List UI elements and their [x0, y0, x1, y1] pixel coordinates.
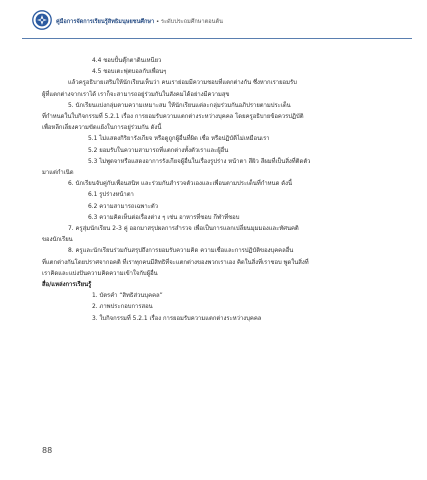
body-line: 6.1 รูปร่างหน้าตา — [88, 192, 134, 199]
body-line: 6. นักเรียนจับคู่กับเพื่อนสนิท และร่วมกันสำรวจตัวเองและเพื่อนตามประเด็นที่กำหนด ดังนี้ — [68, 181, 292, 188]
materials-item: 3. ใบกิจกรรมที่ 5.2.1 เรื่อง การยอมรับความแตกต่างระหว่างบุคคล — [92, 315, 262, 322]
body-line: 8. ครูและนักเรียนร่วมกันสรุปถึงการยอมรับความคิด ความเชื่อและการปฏิบัติของบุคคลอื่น — [68, 248, 294, 255]
body-line: ผู้ที่แตกต่างจากเราได้ เราก็จะสามารถอยู่ร่วมกันในสังคมได้อย่างมีความสุข — [42, 91, 230, 98]
document-body — [42, 56, 394, 325]
header-title-main: คู่มือการจัดการเรียนรู้สิทธิมนุษยชนศึกษา — [56, 19, 155, 25]
body-line: แล้วครูอธิบายเสริมให้นักเรียนเห็นว่า คนเราย่อมมีความชอบที่แตกต่างกัน ซึ่งหากเรายอมรับ — [68, 80, 297, 87]
body-line: 5.1 ไม่แสดงกิริยารังเกียจ หรือดูถูกผู้อื่นที่ผิด เชื่อ หรือปฏิบัติไม่เหมือนเรา — [88, 136, 270, 143]
materials-heading: สื่อ/แหล่งการเรียนรู้ — [42, 282, 92, 289]
body-line: 5.2 ยอมรับในความสามารถที่แตกต่างทั้งตัวเราและผู้อื่น — [88, 147, 229, 154]
body-line: ที่กำหนดในใบกิจกรรมที่ 5.2.1 เรื่อง การยอมรับความแตกต่างระหว่างบุคคล โดยครูอธิบายข้อควรปฏิบัติ — [42, 114, 304, 121]
materials-item: 1. บัตรคำ “สิทธิส่วนบุคคล” — [92, 293, 163, 300]
body-line: 5.3 ไม่พูดจาหรือแสดงอาการรังเกียจผู้อื่นในเรื่องรูปร่าง หน้าตา สีผิว สีผมที่เป็นสิ่งที่ติดตัว — [88, 158, 311, 165]
body-line: 5. นักเรียนแบ่งกลุ่มตามความเหมาะสม ให้นักเรียนแต่ละกลุ่มร่วมกันอภิปรายตามประเด็น — [68, 102, 291, 109]
body-line: 4.4 ชอบปั้นตุ๊กตาดินเหนียว — [92, 58, 162, 64]
body-line: ของนักเรียน — [42, 237, 73, 244]
body-line: ที่แตกต่างกันโดยปราศจากอคติ ที่เราทุกคนมีสิทธิที่จะแตกต่างของพวกเราเอง คิดในสิ่งที่เราชอบ พูดในสิ่งที่ — [42, 259, 309, 266]
header-title-sub: ระดับประถมศึกษาตอนต้น — [161, 19, 223, 25]
header-title — [56, 18, 223, 26]
body-line: 7. ครูสุ่มนักเรียน 2-3 คู่ ออกมาสรุปผลการสำรวจ เพื่อเป็นการแลกเปลี่ยนมุมมองและทัศนคติ — [68, 226, 299, 233]
page-header — [22, 8, 412, 39]
body-line: เพื่อหลีกเลี่ยงความขัดแย้งในการอยู่ร่วมกัน ดังนี้ — [42, 125, 162, 132]
organization-logo-icon — [32, 10, 52, 30]
body-line: มาแต่กำเนิด — [42, 170, 74, 177]
header-separator: • — [154, 19, 162, 25]
body-line: 6.3 ความคิดเห็นต่อเรื่องต่าง ๆ เช่น อาหารที่ชอบ กีฬาที่ชอบ — [88, 214, 240, 221]
page-number: 88 — [42, 446, 53, 455]
body-line: 6.2 ความสามารถเฉพาะตัว — [88, 203, 159, 210]
body-line: เราคิดและแบ่งปันความคิดความเข้าใจกับผู้อื่น — [42, 270, 158, 277]
body-line: 4.5 ชอบเตะฟุตบอลกับเพื่อนๆ — [92, 69, 167, 76]
materials-item: 2. ภาพประกอบการสอน — [92, 304, 153, 311]
